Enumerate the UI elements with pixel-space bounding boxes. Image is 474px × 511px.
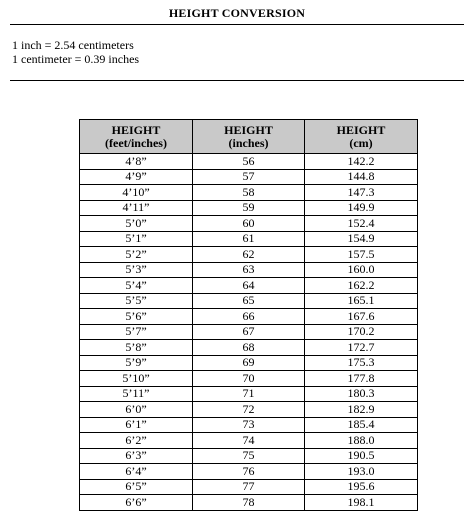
table-row — [80, 169, 418, 185]
cell-inches: 72 — [193, 402, 305, 418]
header-label: HEIGHT — [111, 122, 161, 137]
cell-inches: 69 — [193, 355, 305, 371]
cell-cm: 142.2 — [305, 154, 418, 170]
table-row — [80, 293, 418, 309]
cell-feet-inches: 5’7” — [80, 324, 193, 340]
cell-inches: 59 — [193, 200, 305, 216]
table-body — [80, 154, 418, 511]
cell-inches: 64 — [193, 278, 305, 294]
cell-feet-inches: 4’11” — [80, 200, 193, 216]
cell-inches: 74 — [193, 433, 305, 449]
cell-cm: 175.3 — [305, 355, 418, 371]
cell-feet-inches: 6’0” — [80, 402, 193, 418]
cell-feet-inches: 6’3” — [80, 448, 193, 464]
table-row — [80, 247, 418, 263]
notes-divider — [10, 80, 464, 81]
cell-cm: 177.8 — [305, 371, 418, 387]
cell-inches: 73 — [193, 417, 305, 433]
cell-feet-inches: 6’6” — [80, 495, 193, 511]
document-title: HEIGHT CONVERSION — [168, 6, 306, 20]
cell-cm: 170.2 — [305, 324, 418, 340]
cell-cm: 188.0 — [305, 433, 418, 449]
cell-inches: 65 — [193, 293, 305, 309]
cell-cm: 195.6 — [305, 479, 418, 495]
header-cm — [305, 120, 418, 154]
cell-cm: 144.8 — [305, 169, 418, 185]
table-row — [80, 340, 418, 356]
table-row — [80, 355, 418, 371]
cell-feet-inches: 5’4” — [80, 278, 193, 294]
cell-inches: 75 — [193, 448, 305, 464]
cell-cm: 154.9 — [305, 231, 418, 247]
cell-feet-inches: 4’10” — [80, 185, 193, 201]
table-row — [80, 262, 418, 278]
table-row — [80, 386, 418, 402]
cell-feet-inches: 6’1” — [80, 417, 193, 433]
cell-inches: 70 — [193, 371, 305, 387]
cell-feet-inches: 6’2” — [80, 433, 193, 449]
cell-cm: 180.3 — [305, 386, 418, 402]
cell-cm: 162.2 — [305, 278, 418, 294]
table-row — [80, 185, 418, 201]
cell-inches: 62 — [193, 247, 305, 263]
cell-inches: 60 — [193, 216, 305, 232]
cell-feet-inches: 4’9” — [80, 169, 193, 185]
table-row — [80, 433, 418, 449]
cell-inches: 57 — [193, 169, 305, 185]
table-row — [80, 495, 418, 511]
table-row — [80, 417, 418, 433]
cell-feet-inches: 5’6” — [80, 309, 193, 325]
table-row — [80, 324, 418, 340]
header-inches — [193, 120, 305, 154]
cell-feet-inches: 5’10” — [80, 371, 193, 387]
table-row — [80, 464, 418, 480]
cell-inches: 66 — [193, 309, 305, 325]
conversion-note-centimeter: 1 centimeter = 0.39 inches — [12, 52, 140, 66]
table-row — [80, 371, 418, 387]
cell-cm: 193.0 — [305, 464, 418, 480]
cell-feet-inches: 6’5” — [80, 479, 193, 495]
table-row — [80, 448, 418, 464]
cell-inches: 63 — [193, 262, 305, 278]
table-row — [80, 278, 418, 294]
cell-cm: 152.4 — [305, 216, 418, 232]
table-row — [80, 154, 418, 170]
cell-cm: 160.0 — [305, 262, 418, 278]
header-unit: (feet/inches) — [105, 135, 167, 150]
header-feet-inches — [80, 120, 193, 154]
header-label: HEIGHT — [224, 122, 273, 137]
cell-feet-inches: 5’8” — [80, 340, 193, 356]
cell-cm: 182.9 — [305, 402, 418, 418]
header-unit: (cm) — [349, 135, 373, 150]
cell-feet-inches: 5’5” — [80, 293, 193, 309]
cell-inches: 68 — [193, 340, 305, 356]
table-row — [80, 200, 418, 216]
header-label: HEIGHT — [336, 122, 386, 137]
table-row — [80, 479, 418, 495]
table-row — [80, 216, 418, 232]
cell-feet-inches: 5’0” — [80, 216, 193, 232]
cell-cm: 165.1 — [305, 293, 418, 309]
table-row — [80, 231, 418, 247]
cell-feet-inches: 4’8” — [80, 154, 193, 170]
cell-cm: 185.4 — [305, 417, 418, 433]
cell-cm: 172.7 — [305, 340, 418, 356]
cell-feet-inches: 6’4” — [80, 464, 193, 480]
cell-inches: 71 — [193, 386, 305, 402]
cell-cm: 149.9 — [305, 200, 418, 216]
cell-inches: 76 — [193, 464, 305, 480]
cell-feet-inches: 5’11” — [80, 386, 193, 402]
title-divider — [10, 24, 464, 25]
cell-cm: 157.5 — [305, 247, 418, 263]
cell-feet-inches: 5’1” — [80, 231, 193, 247]
cell-cm: 147.3 — [305, 185, 418, 201]
cell-feet-inches: 5’2” — [80, 247, 193, 263]
table-row — [80, 309, 418, 325]
cell-inches: 61 — [193, 231, 305, 247]
conversion-note-inch: 1 inch = 2.54 centimeters — [12, 38, 134, 52]
cell-inches: 77 — [193, 479, 305, 495]
header-unit: (inches) — [228, 135, 269, 150]
table-row — [80, 402, 418, 418]
cell-inches: 67 — [193, 324, 305, 340]
cell-inches: 56 — [193, 154, 305, 170]
cell-cm: 190.5 — [305, 448, 418, 464]
cell-cm: 167.6 — [305, 309, 418, 325]
cell-inches: 78 — [193, 495, 305, 511]
cell-feet-inches: 5’3” — [80, 262, 193, 278]
cell-cm: 198.1 — [305, 495, 418, 511]
table-header-row — [80, 120, 418, 154]
height-conversion-table — [79, 119, 418, 511]
cell-inches: 58 — [193, 185, 305, 201]
cell-feet-inches: 5’9” — [80, 355, 193, 371]
